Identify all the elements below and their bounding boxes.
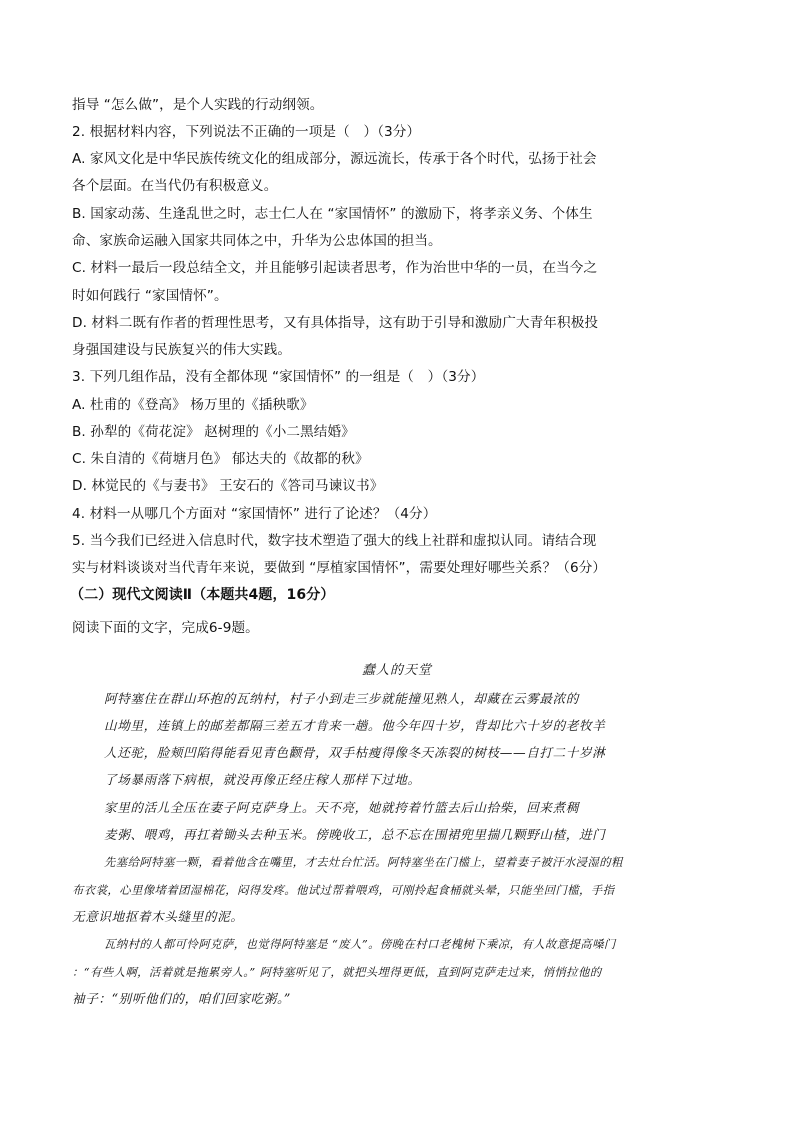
- story-line: 先塞给阿特塞一颗，看着他含在嘴里，才去灶台忙活。阿特塞坐在门槛上，望着妻子被汗水浸湿的粗: [104, 855, 623, 869]
- text-line: 命、家族命运融入国家共同体之中，升华为公忠体国的担当。: [72, 233, 442, 249]
- section-header: （二）现代文阅读Ⅱ（本题共4题，16分）: [70, 587, 335, 603]
- story-line: 家里的活儿全压在妻子阿克萨身上。天不亮，她就挎着竹篮去后山拾柴，回来煮稠: [104, 800, 579, 815]
- text-line: 身强国建设与民族复兴的伟大实践。: [72, 342, 292, 358]
- text-line: 时如何践行 “家国情怀”。: [72, 288, 228, 304]
- text-line: 指导 “怎么做”，是个人实践的行动纲领。: [72, 97, 324, 113]
- story-line: 袖子：“别听他们的，咱们回家吃粥。”: [72, 991, 291, 1006]
- option-2a: A. 家风文化是中华民族传统文化的组成部分，源远流长，传承于各个时代，弘扬于社会: [72, 151, 597, 167]
- option-3b: B. 孙犁的《荷花淀》 赵树理的《小二黑结婚》: [72, 424, 355, 440]
- option-3d: D. 林觉民的《与妻书》 王安石的《答司马谏议书》: [72, 478, 384, 494]
- question-5: 5. 当今我们已经进入信息时代，数字技术塑造了强大的线上社群和虚拟认同。请结合现: [72, 533, 597, 549]
- story-line: 麦粥、喂鸡，再扛着锄头去种玉米。傍晚收工，总不忘在围裙兜里揣几颗野山楂，进门: [104, 827, 606, 842]
- option-2c: C. 材料一最后一段总结全文，并且能够引起读者思考，作为治世中华的一员，在当今之: [72, 260, 598, 276]
- question-4: 4. 材料一从哪几个方面对 “家国情怀” 进行了论述？（4分）: [72, 506, 437, 522]
- story-title: 蠢人的天堂: [361, 663, 432, 678]
- story-line: 无意识地抠着木头缝里的泥。: [72, 909, 244, 924]
- option-3a: A. 杜甫的《登高》 杨万里的《插秧歌》: [72, 397, 314, 413]
- story-line: 布衣裳，心里像堵着团湿棉花，闷得发疼。他试过帮着喂鸡，可刚拎起食桶就头晕，只能坐回门槛，手指: [72, 883, 615, 897]
- option-3c: C. 朱自清的《荷塘月色》 郁达夫的《故都的秋》: [72, 451, 369, 467]
- story-line: 山坳里，连镇上的邮差都隔三差五才肯来一趟。他今年四十岁，背却比六十岁的老牧羊: [104, 718, 606, 733]
- story-line: ：“有些人啊，活着就是拖累旁人。” 阿特塞听见了，就把头埋得更低，直到阿克萨走过来，悄悄拉他的: [72, 965, 602, 979]
- story-line: 了场暴雨落下病根，就没再像正经庄稼人那样下过地。: [104, 772, 421, 787]
- story-line: 人还驼，脸颊凹陷得能看见青色颧骨，双手枯瘦得像冬天冻裂的树枝——自打二十岁淋: [104, 745, 606, 760]
- story-line: 阿特塞住在群山环抱的瓦纳村，村子小到走三步就能撞见熟人，却藏在云雾最浓的: [104, 691, 579, 706]
- text-line: 各个层面。在当代仍有积极意义。: [72, 178, 278, 194]
- text-line: 实与材料谈谈对当代青年来说，要做到 “厚植家国情怀”，需要处理好哪些关系？（6分）: [72, 560, 607, 576]
- option-2b: B. 国家动荡、生逢乱世之时，志士仁人在 “家国情怀” 的激励下，将孝亲义务、个体生: [72, 206, 593, 222]
- story-line: 瓦纳村的人都可怜阿克萨，也觉得阿特塞是 “废人”。傍晚在村口老槐树下乘凉，有人故意提高嗓门: [104, 937, 616, 951]
- option-2d: D. 材料二既有作者的哲理性思考，又有具体指导，这有助于引导和激励广大青年积极投: [72, 315, 599, 331]
- question-2: 2. 根据材料内容，下列说法不正确的一项是（ ）（3分）: [72, 124, 421, 140]
- instruction: 阅读下面的文字，完成6-9题。: [72, 620, 259, 636]
- question-3: 3. 下列几组作品，没有全都体现 “家国情怀” 的一组是（ ）（3分）: [72, 369, 485, 385]
